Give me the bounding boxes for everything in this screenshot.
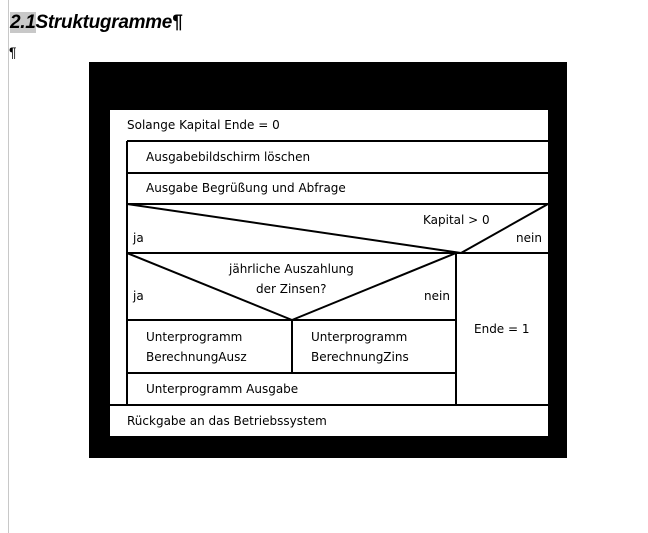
step-greeting: Ausgabe Begrüßung und Abfrage [146,181,346,195]
subroutine-zins-line2: BerechnungZins [311,350,409,364]
subroutine-ausz-line2: BerechnungAusz [146,350,247,364]
section-title: Struktugramme [35,12,173,33]
else-branch-step: Ende = 1 [474,322,530,336]
empty-paragraph-mark: ¶ [9,44,17,60]
subroutine-ausz-line1: Unterprogramm [146,330,243,344]
condition-inner-text-line1: jährliche Auszahlung [229,262,354,276]
subroutine-output: Unterprogramm Ausgabe [146,382,299,396]
condition-outer-yes: ja [133,231,144,245]
condition-inner-yes: ja [133,289,144,303]
subroutine-zins-line1: Unterprogramm [311,330,408,344]
condition-outer-text: Kapital > 0 [423,213,490,227]
step-clear-screen: Ausgabebildschirm löschen [146,150,311,164]
loop-label: Solange Kapital Ende = 0 [127,118,280,132]
condition-inner-text-line2: der Zinsen? [256,282,327,296]
final-step: Rückgabe an das Betriebssystem [127,414,327,428]
heading-pilcrow: ¶ [172,12,183,33]
condition-inner-no: nein [424,289,450,303]
condition-outer-no: nein [516,231,542,245]
section-number: 2.1 [10,12,36,33]
